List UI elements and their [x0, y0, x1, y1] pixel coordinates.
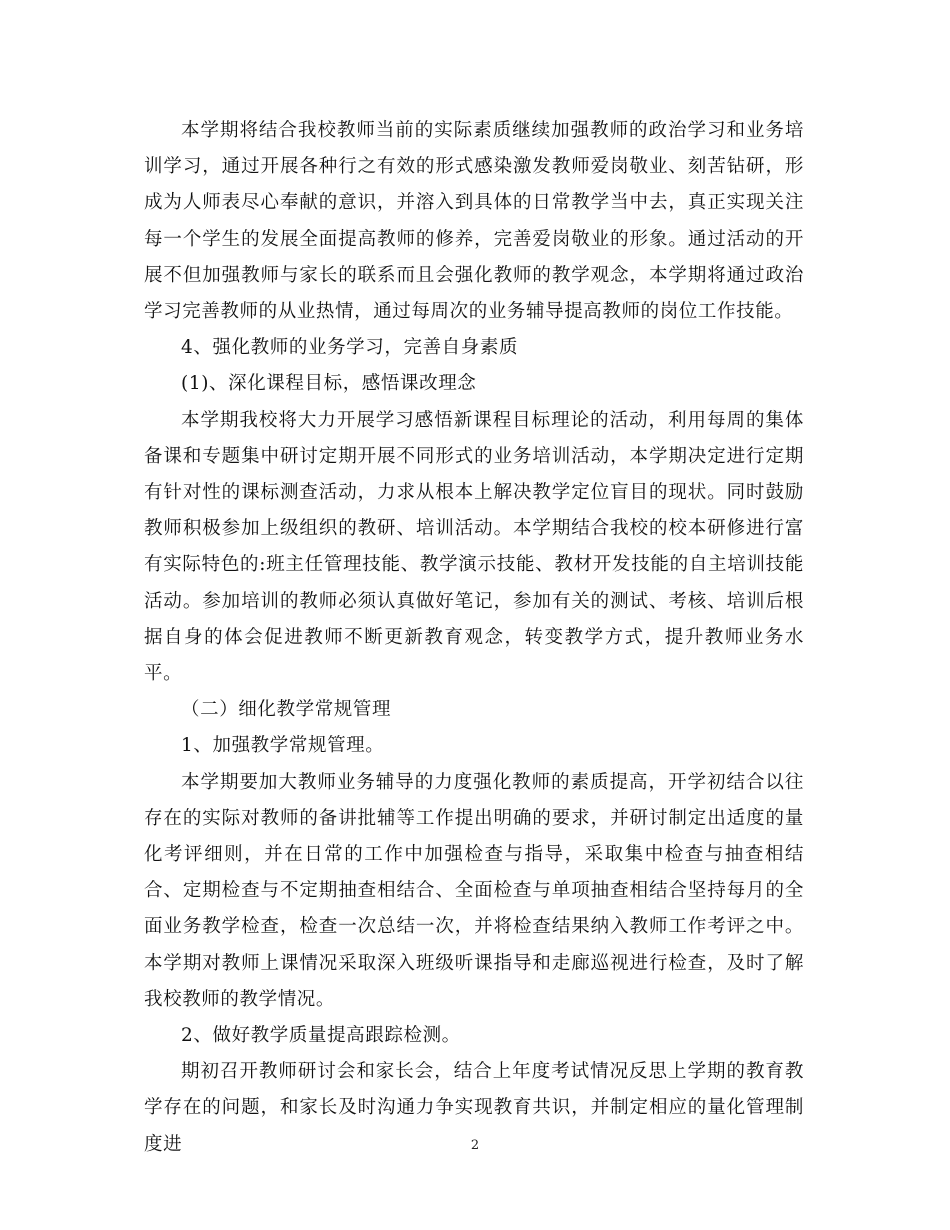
paragraph-political-study: 本学期将结合我校教师当前的实际素质继续加强教师的政治学习和业务培训学习，通过开展各种行之有效的形式感染激发教师爱岗敬业、刻苦钻研，形成为人师表尽心奉献的意识，并溶入到具体的日常教学当中去，真正实现关注每一个学生的发展全面提高教师的修养，完善爱岗敬业的形象。通过活动的开展不但加强教师与家长的联系而且会强化教师的教学观念，本学期将通过政治学习完善教师的从业热情，通过每周次的业务辅导提高教师的岗位工作技能。 — [144, 120, 804, 323]
subheading-deepen-curriculum-goals: (1)、深化课程目标，感悟课改理念 — [181, 373, 477, 395]
paragraph-curriculum-training: 本学期我校将大力开展学习感悟新课程目标理论的活动，利用每周的集体备课和专题集中研讨定期开展不同形式的业务培训活动，本学期决定进行定期有针对性的课标测查活动，力求从根本上解决教学定位盲目的现状。同时鼓励教师积极参加上级组织的教研、培训活动。本学期结合我校的校本研修进行富有实际特色的:班主任管理技能、教学演示技能、教材开发技能的自主培训技能活动。参加培训的教师必须认真做好笔记，参加有关的测试、考核、培训后根据自身的体会促进教师不断更新教育观念，转变教学方式，提升教师业务水平。 — [144, 409, 804, 685]
page-number: 2 — [470, 1138, 480, 1153]
paragraph-routine-management: 本学期要加大教师业务辅导的力度强化教师的素质提高，开学初结合以往存在的实际对教师的备讲批辅等工作提出明确的要求，并研讨制定出适度的量化考评细则，并在日常的工作中加强检查与指导，采取集中检查与抽查相结合、定期检查与不定期抽查相结合、全面检查与单项抽查相结合坚持每月的全面业务教学检查，检查一次总结一次，并将检查结果纳入教师工作考评之中。本学期对教师上课情况采取深入班级听课指导和走廊巡视进行检查，及时了解我校教师的教学情况。 — [144, 771, 804, 1010]
section-heading-teaching-routine: （二）细化教学常规管理 — [181, 699, 392, 721]
paragraph-quality-tracking: 期初召开教师研讨会和家长会，结合上年度考试情况反思上学期的教育教学存在的问题，和家长及时沟通力争实现教育共识，并制定相应的量化管理制度进 — [144, 1061, 804, 1155]
heading-strengthen-business-study: 4、强化教师的业务学习，完善自身素质 — [181, 337, 519, 359]
heading-quality-tracking: 2、做好教学质量提高跟踪检测。 — [181, 1025, 461, 1047]
heading-strengthen-routine-management: 1、加强教学常规管理。 — [181, 735, 385, 757]
document-body — [144, 113, 804, 1163]
